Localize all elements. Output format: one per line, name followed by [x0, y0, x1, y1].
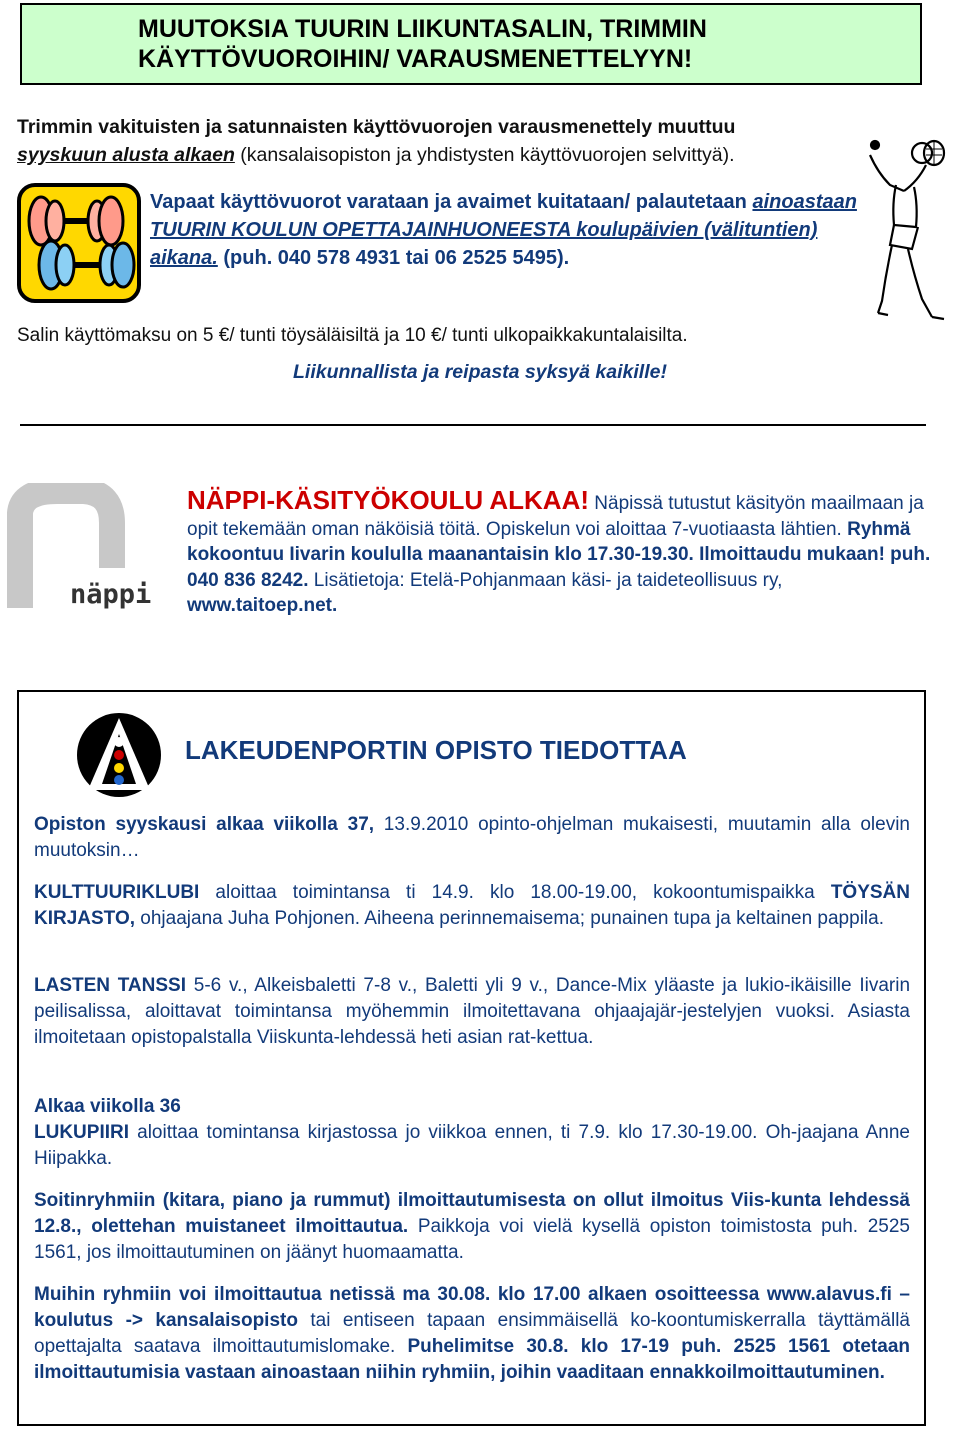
opisto-p6-bold-1: Muihin ryhmiin voi ilmoittautua netissä ma 30.08. klo 17.00 alkaen osoitteessa www.alavus.fi – koulutus -> kansalaisopisto — [34, 1284, 910, 1331]
nappi-text-2: Lisätietoja: Etelä-Pohjanmaan käsi- ja taideteollisuus ry, — [308, 569, 783, 591]
opisto-p4-rest: aloittaa tomintansa kirjastossa jo viikkoa ennen, ti 7.9. klo 17.30-19.00. Oh-jaajana Anne Hiipakka. — [34, 1122, 910, 1169]
opisto-p2-bold-1: KULTTUURIKLUBI — [34, 882, 200, 903]
nappi-text-1: Näpissä tutustut käsityön maailmaan ja opit tekemään oman näköisiä töitä. Opiskelun voi aloittaa 7-vuotiaasta lähtien. — [187, 493, 924, 540]
nappi-title: NÄPPI-KÄSITYÖKOULU ALKAA! — [187, 485, 590, 515]
reservation-part-1: Vapaat käyttövuorot varataan ja avaimet kuitataan/ palautetaan — [150, 191, 753, 213]
reservation-notice — [150, 188, 870, 272]
top-banner — [20, 3, 922, 85]
intro-bold-line: Trimmin vakituisten ja satunnaisten käyttövuorojen varausmenettely muuttuu — [17, 116, 736, 138]
opisto-p4-bold-1: Alkaa viikolla 36 — [34, 1096, 181, 1117]
divider — [20, 424, 926, 426]
banner-line-1: MUUTOKSIA TUURIN LIIKUNTASALIN, TRIMMIN — [138, 15, 707, 43]
nappi-paragraph — [187, 485, 932, 619]
opisto-p5-bold: Soitinryhmiin (kitara, piano ja rummut) ilmoittautumisesta on ollut ilmoitus Viis-kunta lehdessä 12.8., olettehan muistaneet ilmoittautua. — [34, 1190, 910, 1237]
cheer-text: Liikunnallista ja reipasta syksyä kaikille! — [293, 361, 667, 383]
banner-line-2: KÄYTTÖVUOROIHIN/ VARAUSMENETTELYYN! — [138, 45, 693, 73]
opisto-para-5 — [34, 1188, 910, 1266]
nappi-bold: Ryhmä kokoontuu Iivarin koululla maanantaisin klo 17.30-19.30. Ilmoittaudu mukaan! puh. 040 836 8242. — [187, 518, 931, 591]
opisto-title: LAKEUDENPORTIN OPISTO TIEDOTTAA — [185, 735, 687, 765]
tennis-player-icon — [860, 133, 958, 325]
intro-paragraph — [17, 113, 857, 169]
intro-rest: (kansalaisopiston ja yhdistysten käyttövuorojen selvittyä). — [234, 144, 735, 166]
nappi-logo — [2, 483, 172, 623]
fee-text: Salin käyttömaksu on 5 €/ tunti töysäläisiltä ja 10 €/ tunti ulkopaikkakuntalaisilta. — [17, 325, 688, 346]
opisto-p1-bold: Opiston syyskausi alkaa viikolla 37, — [34, 814, 375, 835]
nappi-url[interactable]: www.taitoep.net. — [187, 595, 338, 616]
opisto-para-3 — [34, 973, 910, 1051]
reservation-emphasis: ainoastaan TUURIN KOULUN OPETTAJAINHUONEESTA koulupäivien (välituntien) aikana. — [150, 191, 857, 269]
opisto-p2-bold-2: TÖYSÄN KIRJASTO, — [34, 882, 910, 929]
opisto-para-2 — [34, 880, 910, 932]
intro-underlined: syyskuun alusta alkaen — [17, 144, 235, 166]
opisto-p2-rest-1: aloittaa toimintansa ti 14.9. klo 18.00-19.00, kokoontumispaikka — [199, 882, 831, 903]
dumbbell-icon — [17, 183, 141, 303]
opisto-p3-bold: LASTEN TANSSI — [34, 975, 187, 996]
opisto-p1-rest: 13.9.2010 opinto-ohjelman mukaisesti, muutamin alla olevin muutoksin… — [34, 814, 910, 861]
reservation-part-2: (puh. 040 578 4931 tai 06 2525 5495). — [217, 247, 570, 269]
opisto-p2-rest-2: ohjaajana Juha Pohjonen. Aiheena perinnemaisema; punainen tupa ja keltainen pappila. — [135, 908, 884, 929]
opisto-para-6 — [34, 1282, 910, 1386]
opisto-p6-rest: tai entiseen tapaan ensimmäisellä ko-koontumiskerralla täyttämällä opettajalta saatava ilmoittautumislomake. — [34, 1310, 910, 1357]
opisto-logo-icon — [76, 712, 162, 798]
opisto-para-1 — [34, 812, 910, 864]
opisto-p4-bold-2: LUKUPIIRI — [34, 1122, 129, 1143]
opisto-p3-rest: 5-6 v., Alkeisbaletti 7-8 v., Baletti yli 9 v., Dance-Mix yläaste ja lukio-ikäisille Iivarin peilisalissa, aloittavat toimintansa myöhemmin ilmoitettavana ohjaajajär-jestelyjen vuoksi. Asiasta ilmoitetaan opistopalstalla Viiskunta-lehdessä heti asian rat-kettua. — [34, 975, 911, 1048]
opisto-p5-rest: Paikkoja voi vielä kysellä opiston toimistosta puh. 2525 1561, jos ilmoittautuminen on jäänyt huomaamatta. — [34, 1216, 910, 1263]
opisto-para-4 — [34, 1094, 910, 1172]
opisto-p6-bold-2: Puhelimitse 30.8. klo 17-19 puh. 2525 1561 otetaan ilmoittautumisia vastaan ainoastaan niihin ryhmiin, joihin vaaditaan ennakkoilmoittautuminen. — [34, 1336, 910, 1383]
nappi-logo-text: näppi — [70, 579, 152, 610]
